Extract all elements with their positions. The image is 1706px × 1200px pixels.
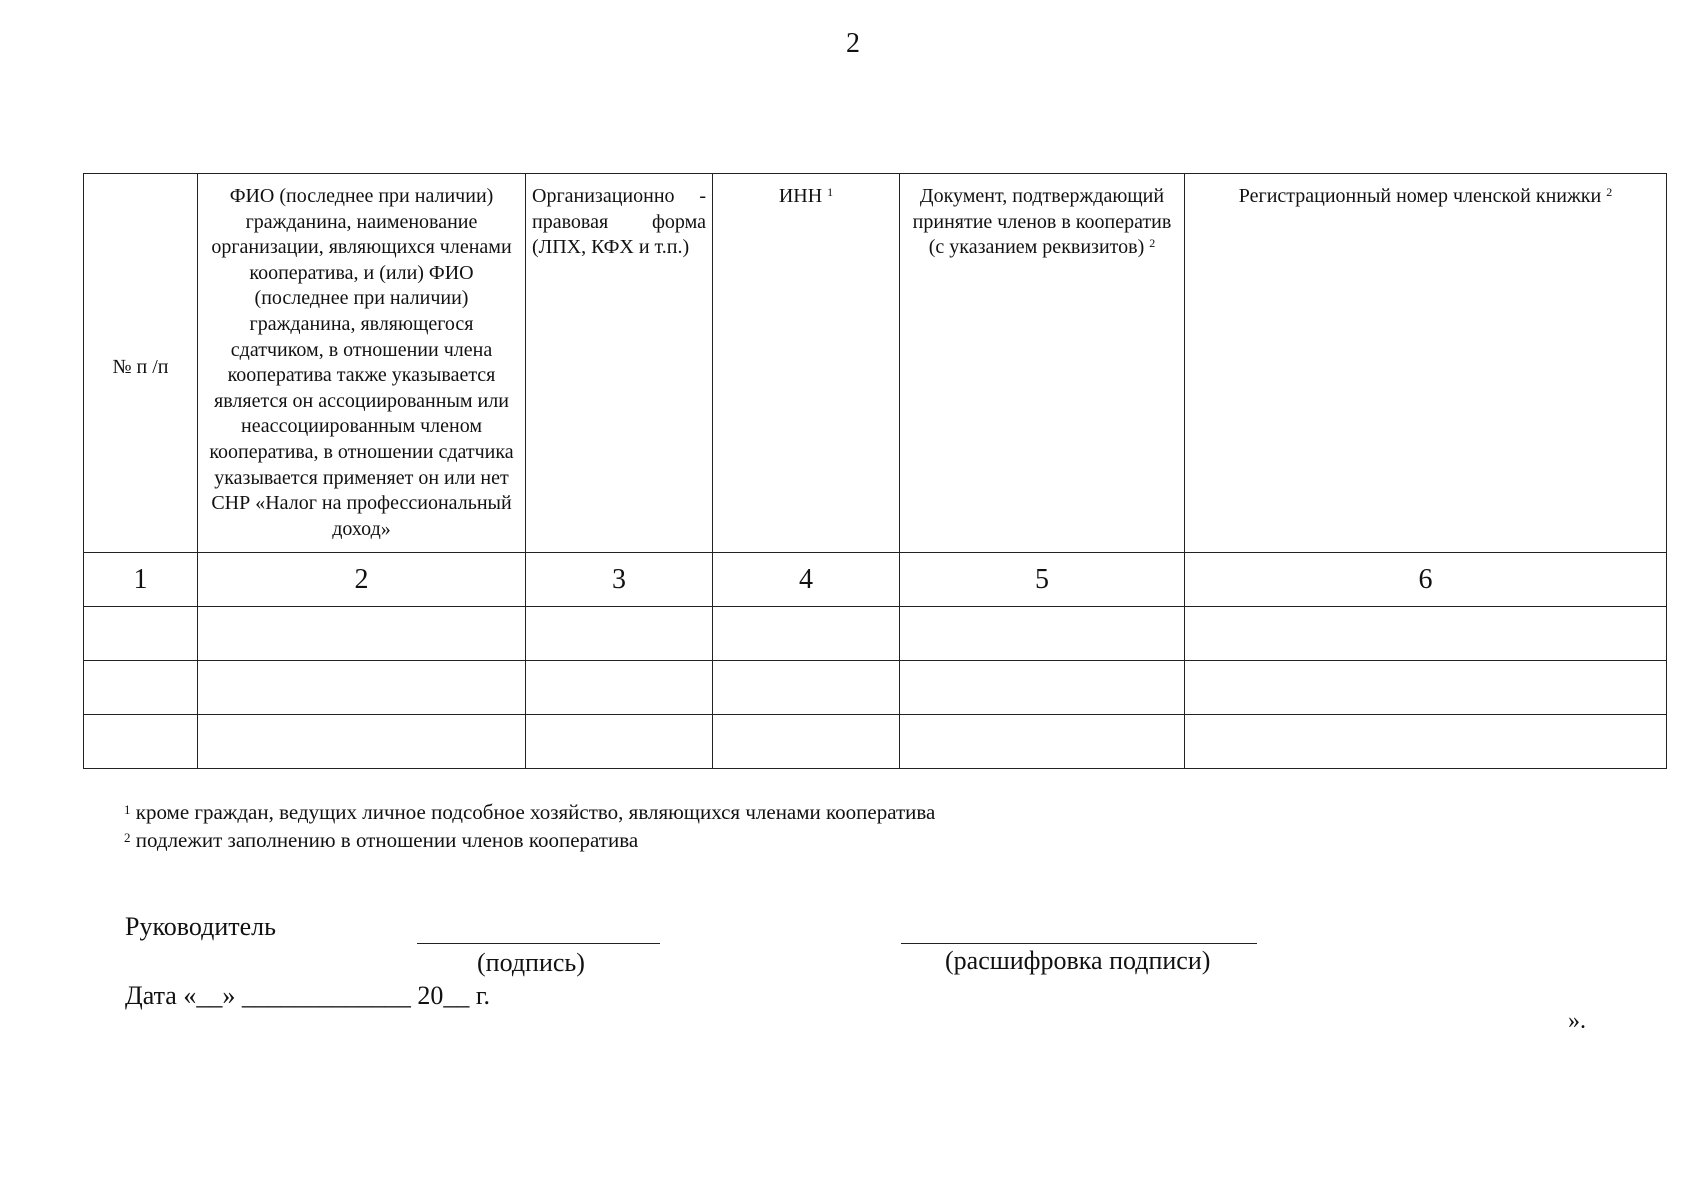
- empty-cell: [713, 715, 900, 769]
- members-register-table: [83, 173, 1667, 769]
- header-cell-legal-form: [526, 174, 713, 553]
- empty-cell: [526, 607, 713, 661]
- header-fio-label: ФИО (последнее при наличии) гражданина, наименование организации, являющихся членами кооператива, и (или) ФИО (последнее при наличии) гражданина, являющегося сдатчиком, в отношении члена кооператива также указывается является он ассоциированным или неассоциированным членом кооператива, в отношении сдатчика указывается применяет он или нет СНР «Налог на профессиональный доход»: [209, 185, 514, 540]
- footnote-1: [124, 798, 935, 826]
- table-row: [84, 715, 1667, 769]
- header-inn-footnote-mark: 1: [827, 185, 834, 199]
- footnotes: [124, 798, 935, 854]
- closing-quote-mark: ».: [1568, 1008, 1586, 1034]
- empty-cell: [84, 607, 198, 661]
- empty-cell: [713, 661, 900, 715]
- empty-cell: [526, 715, 713, 769]
- empty-cell: [900, 661, 1185, 715]
- empty-cell: [1185, 607, 1667, 661]
- empty-cell: [198, 661, 526, 715]
- footnote-mark: 2: [124, 830, 131, 845]
- page-number: 2: [846, 28, 860, 59]
- signature-line: [417, 943, 660, 944]
- column-number: 5: [900, 553, 1185, 607]
- header-membership-book-label: Регистрационный номер членской книжки: [1238, 185, 1602, 207]
- empty-cell: [84, 661, 198, 715]
- header-membership-book-footnote-mark: 2: [1606, 185, 1613, 199]
- header-legal-form-label: Организационно - правовая форма (ЛПХ, КФХ и т.п.): [532, 185, 706, 259]
- header-cell-membership-book: [1185, 174, 1667, 553]
- signature-caption: (подпись): [477, 948, 585, 977]
- header-cell-number: [84, 174, 198, 553]
- header-cell-document: [900, 174, 1185, 553]
- empty-cell: [84, 715, 198, 769]
- empty-cell: [1185, 661, 1667, 715]
- empty-cell: [900, 715, 1185, 769]
- header-number-label: № п /п: [112, 356, 169, 379]
- date-label: Дата «__» _____________ 20__ г.: [125, 981, 491, 1010]
- column-number: 3: [526, 553, 713, 607]
- empty-cell: [526, 661, 713, 715]
- header-document-footnote-mark: 2: [1149, 236, 1156, 251]
- empty-cell: [198, 715, 526, 769]
- header-inn-label: ИНН: [778, 185, 823, 207]
- table-row: [84, 607, 1667, 661]
- header-document-label: Документ, подтверждающий принятие членов в кооператив (с указанием реквизитов): [912, 185, 1172, 259]
- footnote-text: подлежит заполнению в отношении членов кооператива: [135, 828, 639, 852]
- table-header-row: [84, 174, 1667, 553]
- column-number: 6: [1185, 553, 1667, 607]
- empty-cell: [900, 607, 1185, 661]
- empty-cell: [1185, 715, 1667, 769]
- column-number: 4: [713, 553, 900, 607]
- footnote-2: [124, 826, 935, 854]
- column-number-row: [84, 553, 1667, 607]
- signature-decode-caption: (расшифровка подписи): [945, 946, 1211, 975]
- header-cell-fio: [198, 174, 526, 553]
- signature-decode-line: [901, 943, 1257, 944]
- head-label: Руководитель: [125, 912, 276, 941]
- empty-cell: [713, 607, 900, 661]
- header-cell-inn: [713, 174, 900, 553]
- column-number: 1: [84, 553, 198, 607]
- footnote-text: кроме граждан, ведущих личное подсобное хозяйство, являющихся членами кооператива: [135, 800, 936, 824]
- column-number: 2: [198, 553, 526, 607]
- footnote-mark: 1: [124, 802, 131, 817]
- table-row: [84, 661, 1667, 715]
- empty-cell: [198, 607, 526, 661]
